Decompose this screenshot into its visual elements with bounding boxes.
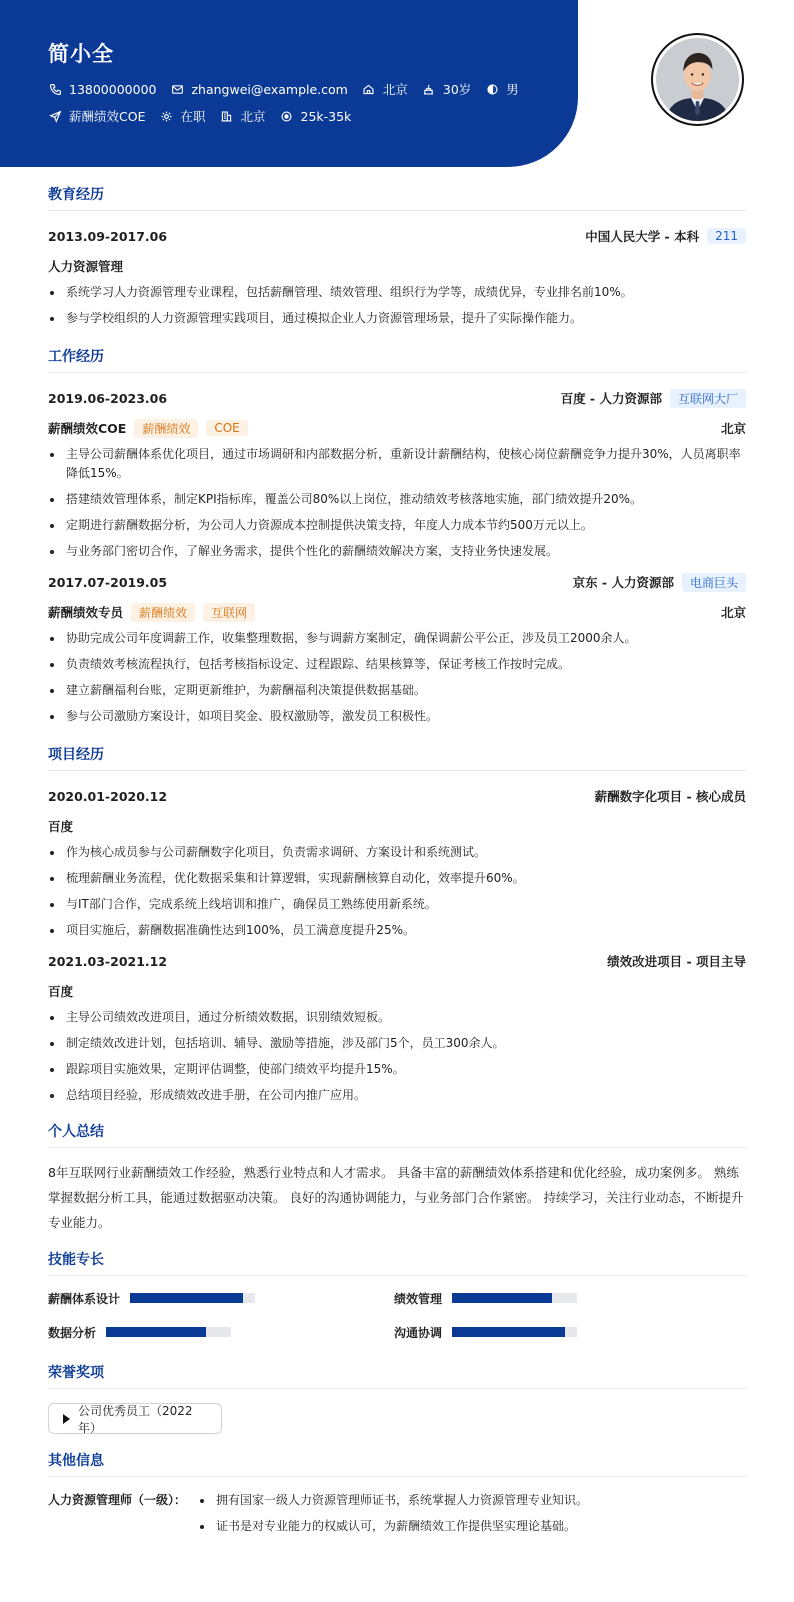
age-icon bbox=[422, 82, 436, 96]
work-entry bbox=[48, 387, 746, 561]
work-company: 百度 - 人力资源部 bbox=[560, 391, 662, 406]
role-wrap bbox=[48, 419, 248, 438]
skill-item bbox=[394, 1322, 740, 1342]
age-item bbox=[422, 80, 471, 98]
education-title: 教育经历 bbox=[48, 184, 746, 211]
project-name: 薪酬数字化项目 - 核心成员 bbox=[594, 789, 746, 804]
phone-text: 13800000000 bbox=[69, 81, 157, 97]
other-section bbox=[48, 1450, 746, 1543]
awards-title: 荣誉奖项 bbox=[48, 1362, 746, 1389]
age-text: 30岁 bbox=[442, 82, 472, 97]
projects-section bbox=[48, 744, 746, 1105]
list-item: 与业务部门密切合作，了解业务需求，提供个性化的薪酬绩效解决方案，支持业务快速发展。 bbox=[48, 542, 746, 561]
salary-item bbox=[280, 109, 352, 124]
gender-text: 男 bbox=[506, 82, 519, 97]
education-school: 中国人民大学 - 本科 bbox=[585, 229, 700, 244]
project-bullets bbox=[48, 843, 746, 940]
resume-body bbox=[48, 184, 746, 1557]
gender-item bbox=[485, 80, 519, 98]
home-icon bbox=[362, 82, 376, 96]
project-name: 绩效改进项目 - 项目主导 bbox=[607, 954, 746, 969]
salary-text: 25k-35k bbox=[300, 108, 352, 124]
city-text: 北京 bbox=[382, 82, 408, 97]
skill-bar bbox=[106, 1327, 231, 1337]
skill-fill bbox=[106, 1327, 206, 1337]
salary-icon bbox=[280, 109, 294, 123]
mail-icon bbox=[170, 82, 184, 96]
list-item: 项目实施后，薪酬数据准确性达到100%，员工满意度提升25%。 bbox=[48, 921, 746, 940]
skill-item bbox=[48, 1322, 394, 1342]
skill-fill bbox=[452, 1293, 552, 1303]
list-item: 拥有国家一级人力资源管理师证书，系统掌握人力资源管理专业知识。 bbox=[198, 1491, 746, 1510]
email-item bbox=[170, 82, 347, 97]
role-wrap bbox=[48, 603, 255, 622]
education-section bbox=[48, 184, 746, 328]
skill-name: 薪酬体系设计 bbox=[48, 1291, 121, 1306]
resume-header bbox=[0, 0, 578, 167]
work-role: 薪酬绩效COE bbox=[48, 421, 127, 436]
work-title: 工作经历 bbox=[48, 346, 746, 373]
summary-title: 个人总结 bbox=[48, 1121, 746, 1148]
project-bullets bbox=[48, 1008, 746, 1105]
list-item: 作为核心成员参与公司薪酬数字化项目，负责需求调研、方案设计和系统测试。 bbox=[48, 843, 746, 862]
work-role: 薪酬绩效专员 bbox=[48, 605, 124, 620]
list-item: 跟踪项目实施效果，定期评估调整，使部门绩效平均提升15%。 bbox=[48, 1060, 746, 1079]
work-bullets bbox=[48, 445, 746, 561]
projects-title: 项目经历 bbox=[48, 744, 746, 771]
education-entry bbox=[48, 225, 746, 328]
list-item: 系统学习人力资源管理专业课程，包括薪酬管理、绩效管理、组织行为学等，成绩优异，专业排名前10%。 bbox=[48, 283, 746, 302]
work-date: 2017.07-2019.05 bbox=[48, 574, 168, 590]
email-text: zhangwei@example.com bbox=[191, 81, 348, 97]
list-item: 负责绩效考核流程执行，包括考核指标设定、过程跟踪、结果核算等，保证考核工作按时完成。 bbox=[48, 655, 746, 674]
role-row bbox=[48, 601, 746, 623]
org-row bbox=[48, 815, 746, 837]
send-icon bbox=[48, 109, 62, 123]
list-item: 主导公司薪酬体系优化项目，通过市场调研和内部数据分析，重新设计薪酬结构，使核心岗位薪酬竞争力提升30%，人员离职率降低15%。 bbox=[48, 445, 746, 483]
building-icon bbox=[219, 109, 233, 123]
skill-name: 绩效管理 bbox=[394, 1291, 443, 1306]
avatar-photo bbox=[656, 38, 739, 121]
status-text: 在职 bbox=[180, 109, 206, 124]
role-tag: 互联网 bbox=[203, 603, 255, 622]
other-title: 其他信息 bbox=[48, 1450, 746, 1477]
list-item: 建立薪酬福利台账，定期更新维护，为薪酬福利决策提供数据基础。 bbox=[48, 681, 746, 700]
work-company-wrap bbox=[561, 389, 746, 408]
work-city-item bbox=[219, 107, 265, 125]
list-item: 参与公司激励方案设计，如项目奖金、股权激励等，激发员工积极性。 bbox=[48, 707, 746, 726]
work-city-text: 北京 bbox=[240, 109, 266, 124]
work-entry bbox=[48, 571, 746, 726]
project-date: 2020.01-2020.12 bbox=[48, 788, 168, 804]
skills-section bbox=[48, 1249, 746, 1342]
company-tag: 电商巨头 bbox=[682, 573, 746, 592]
phone-icon bbox=[48, 82, 62, 96]
education-major: 人力资源管理 bbox=[48, 259, 124, 274]
skill-name: 数据分析 bbox=[48, 1325, 97, 1340]
role-tag: 薪酬绩效 bbox=[134, 419, 198, 438]
position-text: 薪酬绩效COE bbox=[69, 109, 146, 124]
gender-icon bbox=[485, 82, 499, 96]
skills-title: 技能专长 bbox=[48, 1249, 746, 1276]
position-item bbox=[48, 107, 145, 125]
city-item bbox=[362, 80, 408, 98]
candidate-name: 简小全 bbox=[48, 42, 114, 66]
other-row bbox=[48, 1491, 746, 1543]
entry-head bbox=[48, 785, 746, 807]
work-location: 北京 bbox=[720, 421, 746, 436]
entry-head bbox=[48, 950, 746, 972]
status-item bbox=[159, 107, 205, 125]
project-org: 百度 bbox=[48, 819, 74, 834]
other-bullets bbox=[198, 1491, 746, 1543]
project-org: 百度 bbox=[48, 984, 74, 999]
contact-row bbox=[48, 80, 533, 98]
list-item: 主导公司绩效改进项目，通过分析绩效数据，识别绩效短板。 bbox=[48, 1008, 746, 1027]
award-item[interactable] bbox=[48, 1403, 222, 1434]
entry-head bbox=[48, 225, 746, 247]
award-text: 公司优秀员工（2022年） bbox=[78, 1403, 193, 1435]
phone-item bbox=[48, 82, 156, 97]
role-tag: COE bbox=[206, 420, 247, 436]
education-date: 2013.09-2017.06 bbox=[48, 228, 168, 244]
school-tag: 211 bbox=[707, 228, 746, 244]
education-school-wrap bbox=[585, 227, 746, 245]
summary-section bbox=[48, 1121, 746, 1235]
company-tag: 互联网大厂 bbox=[670, 389, 746, 408]
list-item: 与IT部门合作，完成系统上线培训和推广，确保员工熟练使用新系统。 bbox=[48, 895, 746, 914]
avatar bbox=[651, 33, 744, 126]
list-item: 总结项目经验，形成绩效改进手册，在公司内推广应用。 bbox=[48, 1086, 746, 1105]
project-entry bbox=[48, 785, 746, 940]
skill-fill bbox=[452, 1327, 565, 1337]
list-item: 协助完成公司年度调薪工作，收集整理数据，参与调薪方案制定，确保调薪公平公正，涉及员工2000余人。 bbox=[48, 629, 746, 648]
certificate-label: 人力资源管理师（一级）： bbox=[48, 1493, 187, 1507]
major-row bbox=[48, 255, 746, 277]
intent-row bbox=[48, 107, 365, 125]
skill-item bbox=[394, 1288, 740, 1308]
work-company-wrap bbox=[573, 573, 746, 592]
list-item: 参与学校组织的人力资源管理实践项目，通过模拟企业人力资源管理场景，提升了实际操作能力。 bbox=[48, 309, 746, 328]
education-bullets bbox=[48, 283, 746, 328]
awards-section bbox=[48, 1362, 746, 1434]
project-date: 2021.03-2021.12 bbox=[48, 953, 168, 969]
list-item: 梳理薪酬业务流程，优化数据采集和计算逻辑，实现薪酬核算自动化，效率提升60%。 bbox=[48, 869, 746, 888]
list-item: 搭建绩效管理体系，制定KPI指标库，覆盖公司80%以上岗位，推动绩效考核落地实施，部门绩效提升20%。 bbox=[48, 490, 746, 509]
skill-bar bbox=[452, 1293, 577, 1303]
skill-bar bbox=[452, 1327, 577, 1337]
org-row bbox=[48, 980, 746, 1002]
summary-text: 8年互联网行业薪酬绩效工作经验，熟悉行业特点和人才需求。 具备丰富的薪酬绩效体系搭建和优化经验，成功案例多。 熟练掌握数据分析工具，能通过数据驱动决策。 良好的沟通协调能力，与业务部门合作紧密。 持续学习，关注行业动态，不断提升专业能力。 bbox=[48, 1165, 744, 1230]
work-bullets bbox=[48, 629, 746, 726]
project-entry bbox=[48, 950, 746, 1105]
status-icon bbox=[159, 109, 173, 123]
skills-grid bbox=[48, 1288, 746, 1342]
work-date: 2019.06-2023.06 bbox=[48, 390, 168, 406]
entry-head bbox=[48, 387, 746, 409]
skill-fill bbox=[130, 1293, 243, 1303]
role-tag: 薪酬绩效 bbox=[131, 603, 195, 622]
work-company: 京东 - 人力资源部 bbox=[572, 575, 674, 590]
work-section bbox=[48, 346, 746, 726]
skill-item bbox=[48, 1288, 394, 1308]
skill-bar bbox=[130, 1293, 255, 1303]
work-location: 北京 bbox=[720, 605, 746, 620]
list-item: 制定绩效改进计划，包括培训、辅导、激励等措施，涉及部门5个，员工300余人。 bbox=[48, 1034, 746, 1053]
entry-head bbox=[48, 571, 746, 593]
skill-name: 沟通协调 bbox=[394, 1325, 443, 1340]
triangle-right-icon bbox=[63, 1414, 70, 1424]
list-item: 定期进行薪酬数据分析，为公司人力资源成本控制提供决策支持，年度人力成本节约500万元以上。 bbox=[48, 516, 746, 535]
role-row bbox=[48, 417, 746, 439]
list-item: 证书是对专业能力的权威认可，为薪酬绩效工作提供坚实理论基础。 bbox=[198, 1517, 746, 1536]
